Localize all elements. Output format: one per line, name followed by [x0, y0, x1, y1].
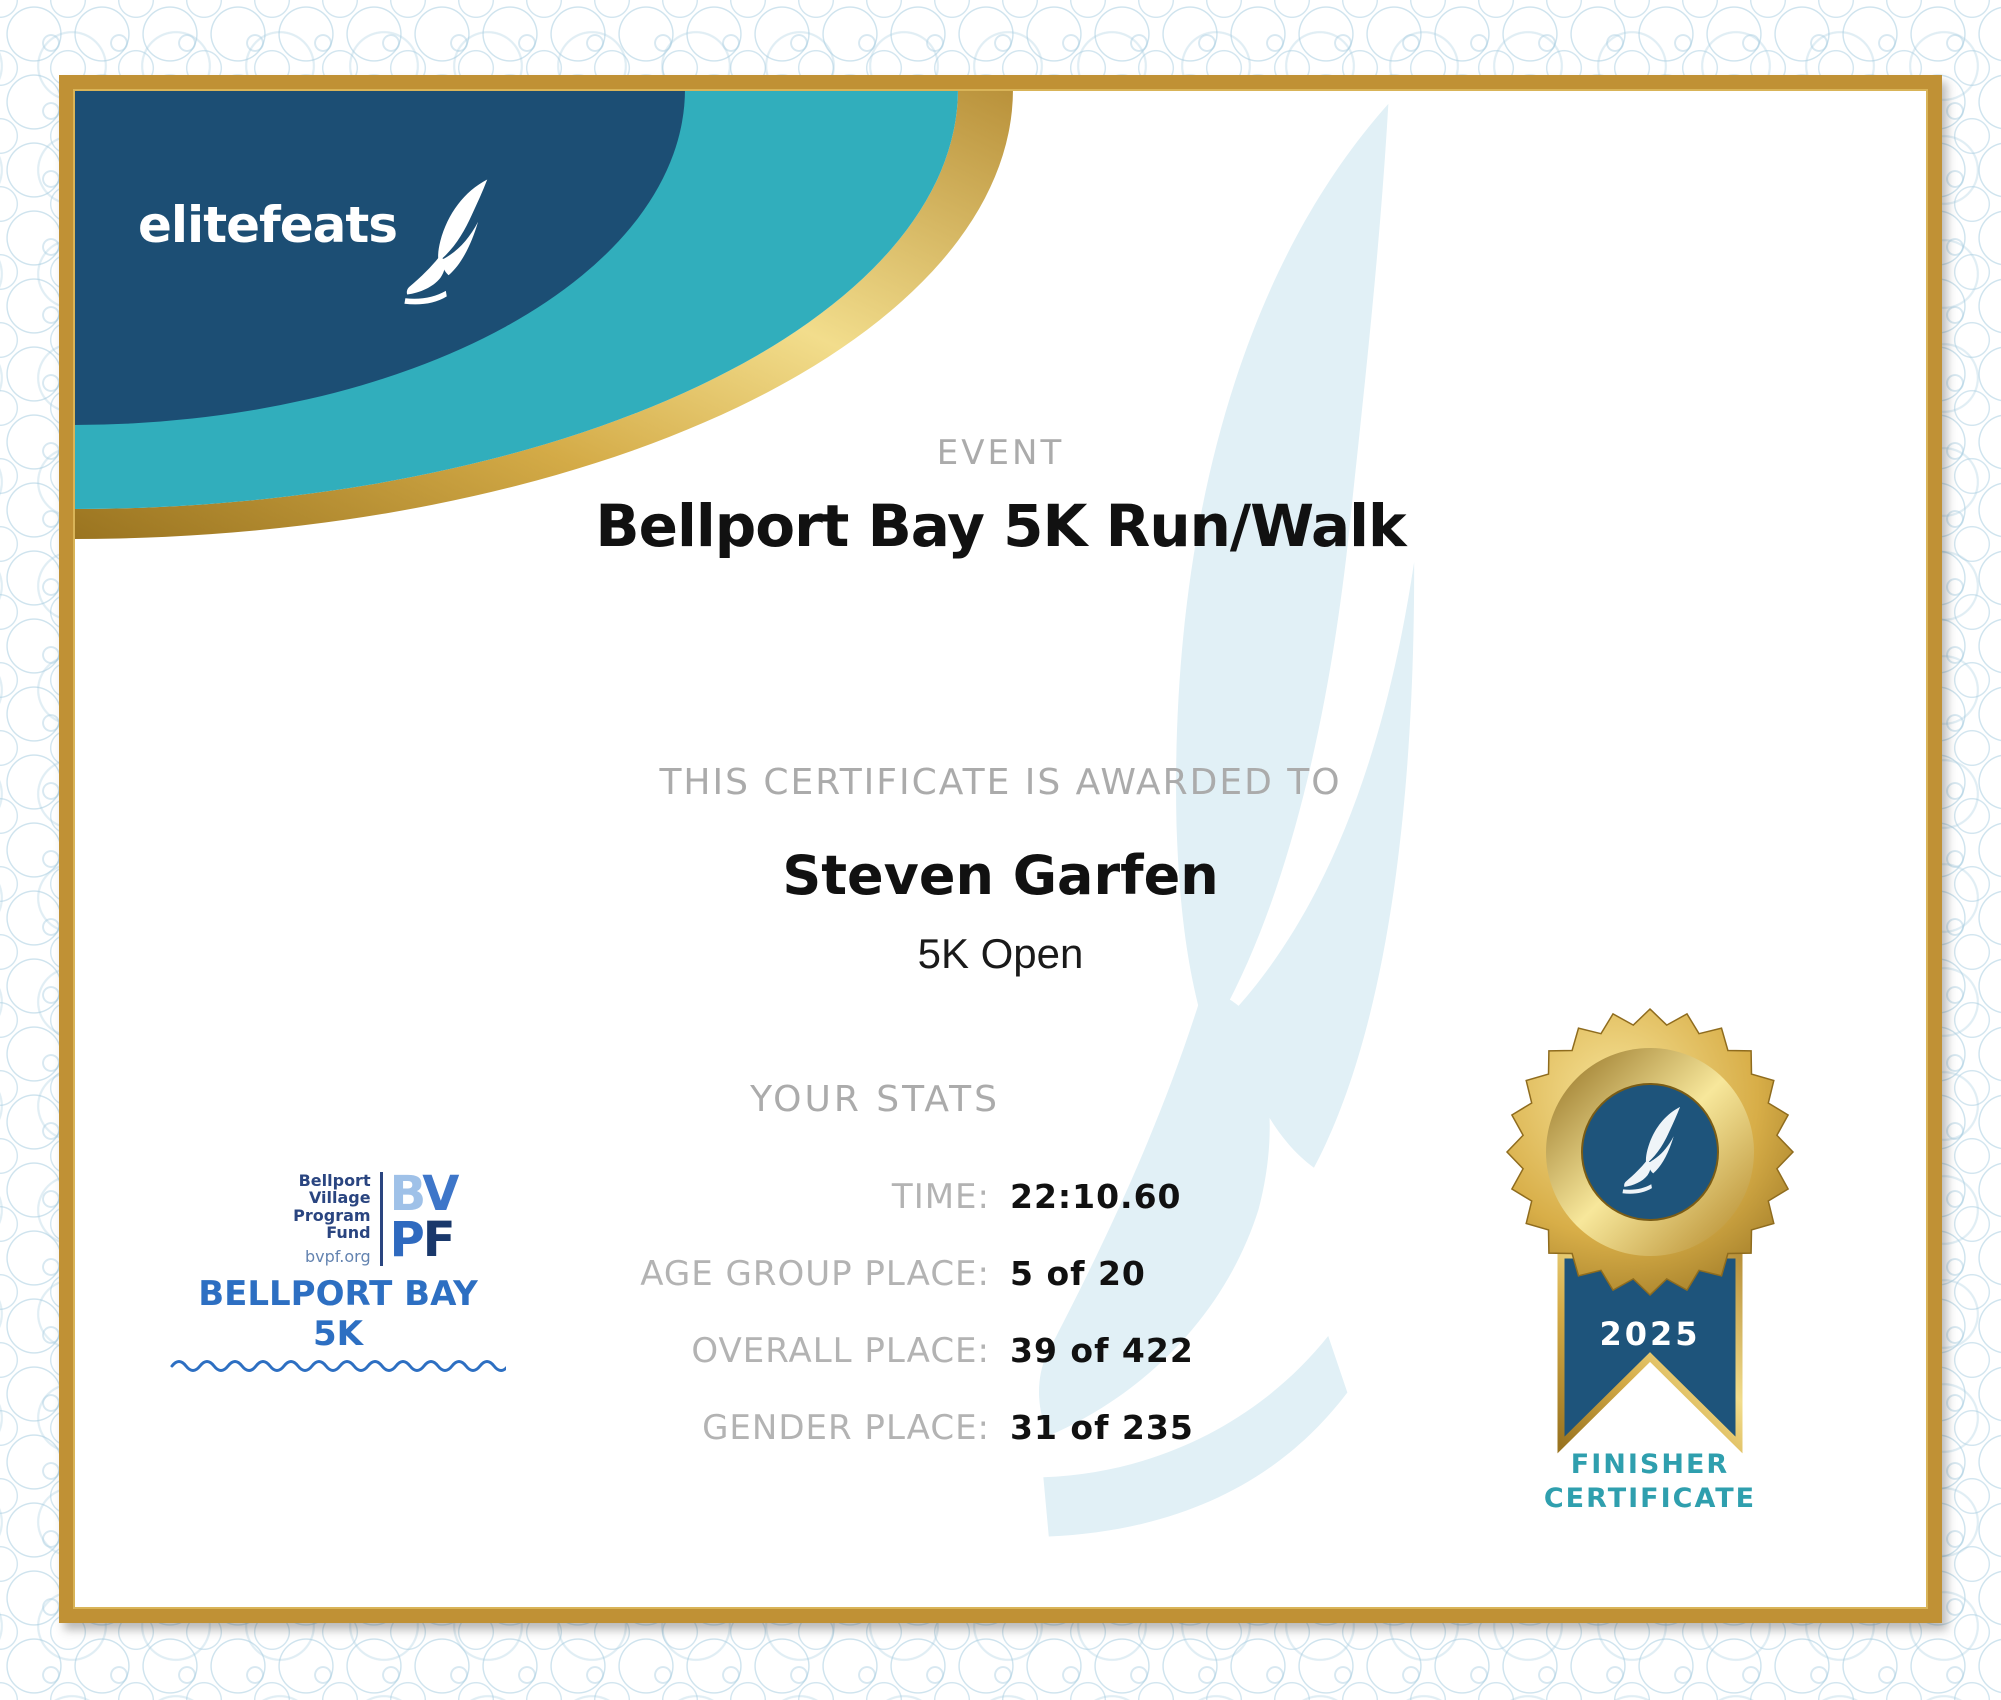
header-corner-art: [73, 89, 1133, 559]
finisher-caption-line1: FINISHER: [1570, 1449, 1730, 1480]
stat-label: OVERALL PLACE:: [691, 1330, 990, 1371]
org-line: Village: [308, 1188, 371, 1208]
bvpf-website: bvpf.org: [305, 1247, 371, 1267]
event-label: EVENT: [936, 433, 1065, 473]
stat-value: 31 of 235: [1010, 1408, 1194, 1447]
stat-value: 22:10.60: [1010, 1177, 1182, 1216]
wave-underline: [170, 1356, 506, 1372]
finisher-caption-line2: CERTIFICATE: [1543, 1482, 1757, 1514]
stats-heading: YOUR STATS: [750, 1079, 1000, 1120]
bvpf-letter-p: P: [389, 1211, 423, 1268]
event-title: Bellport Bay 5K Run/Walk: [595, 492, 1406, 560]
winged-foot-icon: [398, 178, 490, 308]
bvpf-letter-v: V: [422, 1166, 458, 1222]
org-line: Bellport: [298, 1171, 371, 1190]
bvpf-org-name: [219, 1172, 371, 1266]
race-title: BELLPORT BAY 5K: [198, 1274, 478, 1355]
award-intro-label: THIS CERTIFICATE IS AWARDED TO: [659, 762, 1342, 803]
finisher-medal: [1495, 1005, 1805, 1465]
bvpf-initials: [389, 1166, 458, 1268]
stat-label: GENDER PLACE:: [702, 1407, 990, 1448]
brand-logo-text: elitefeats: [138, 196, 398, 254]
org-line: Fund: [326, 1222, 371, 1242]
bvpf-lockup: [168, 1166, 508, 1268]
bvpf-divider: [380, 1172, 383, 1266]
stat-value: 39 of 422: [1010, 1331, 1194, 1370]
medal-year: 2025: [1599, 1315, 1701, 1353]
stat-value: 5 of 20: [1010, 1254, 1146, 1293]
bvpf-letter-b: B: [389, 1166, 423, 1222]
bvpf-letter-f: F: [422, 1211, 454, 1268]
division-name: 5K Open: [917, 930, 1084, 977]
sponsor-logo-bvpf: [168, 1166, 508, 1372]
recipient-name: Steven Garfen: [782, 844, 1219, 907]
finisher-caption: [1500, 1448, 1800, 1516]
org-line: Program: [293, 1205, 371, 1225]
stat-label: TIME:: [891, 1176, 990, 1217]
stat-label: AGE GROUP PLACE:: [640, 1253, 990, 1294]
